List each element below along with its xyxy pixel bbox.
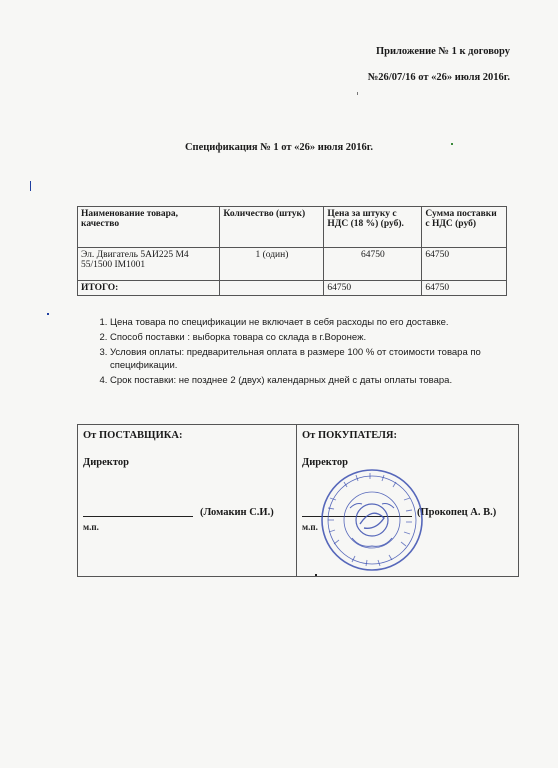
cell-quantity: 1 (один) (220, 248, 324, 281)
scan-speck (47, 313, 49, 315)
buyer-signatory-name: (Прокопец А. В.) (417, 507, 497, 518)
table-header-row (78, 207, 507, 248)
column-header-quantity: Количество (штук) (220, 207, 324, 248)
supplier-party-label: От ПОСТАВЩИКА: (83, 430, 183, 441)
total-quantity-empty (220, 281, 324, 296)
scan-speck (451, 143, 453, 145)
total-label: ИТОГО: (78, 281, 220, 296)
buyer-role: Директор (302, 457, 348, 468)
column-header-price: Цена за штуку с НДС (18 %) (руб). (324, 207, 422, 248)
annex-heading: Приложение № 1 к договору (375, 46, 510, 57)
cell-price: 64750 (324, 248, 422, 281)
supplier-role: Директор (83, 457, 129, 468)
signature-table (77, 424, 519, 577)
supplier-seal-label: м.п. (83, 522, 99, 532)
cell-sum: 64750 (422, 248, 507, 281)
cell-product-name: Эл. Двигатель 5АИ225 М4 55/1500 IM1001 (78, 248, 220, 281)
scan-speck (315, 574, 317, 576)
supplier-signature-line (83, 516, 193, 517)
supplier-signature-block (78, 425, 294, 576)
total-price: 64750 (324, 281, 422, 296)
column-header-sum: Сумма поставки с НДС (руб) (422, 207, 507, 248)
term-item: 3. Условия оплаты: предварительная оплата в размере 100 % от стоимости товара по спецификации. (110, 346, 530, 372)
table-row (78, 248, 507, 281)
specification-table (77, 206, 507, 296)
supplier-signatory-name: (Ломакин С.И.) (200, 507, 274, 518)
total-sum: 64750 (422, 281, 507, 296)
term-item: 2. Способ поставки : выборка товара со склада в г.Воронеж. (110, 331, 530, 344)
contract-reference: №26/07/16 от «26» июля 2016г. (367, 72, 510, 83)
terms-list (92, 316, 530, 389)
term-item: 1. Цена товара по спецификации не включает в себя расходы по его доставке. (110, 316, 530, 329)
scan-speck (30, 181, 31, 191)
column-header-name: Наименование товара, качество (78, 207, 220, 248)
buyer-seal-label: м.п. (302, 522, 318, 532)
table-total-row (78, 281, 507, 296)
buyer-party-label: От ПОКУПАТЕЛЯ: (302, 430, 397, 441)
company-seal-stamp (320, 468, 424, 572)
specification-title: Спецификация № 1 от «26» июля 2016г. (184, 142, 374, 153)
term-item: 4. Срок поставки: не позднее 2 (двух) календарных дней с даты оплаты товара. (110, 374, 530, 387)
scan-speck (357, 92, 358, 95)
